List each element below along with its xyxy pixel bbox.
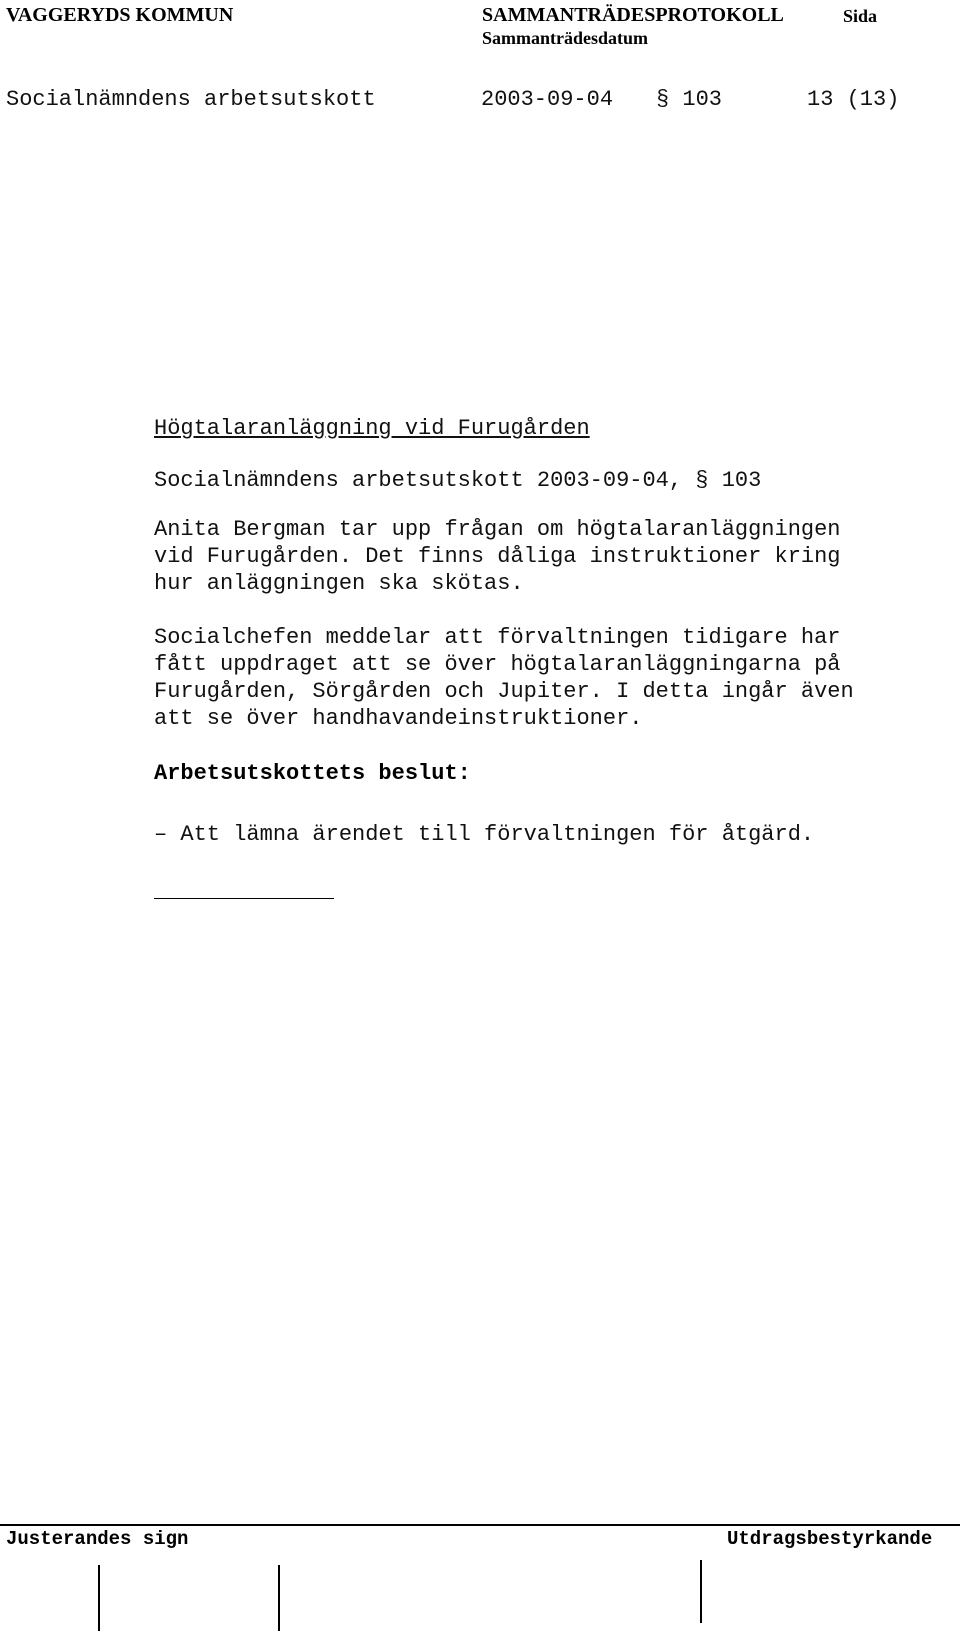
matter-reference: Socialnämndens arbetsutskott 2003-09-04, § 103 xyxy=(154,468,762,493)
decision-item: – Att lämna ärendet till förvaltningen för åtgärd. xyxy=(154,822,815,847)
certification-box-divider xyxy=(700,1560,702,1623)
page-label: Sida xyxy=(843,6,878,26)
signature-box-divider xyxy=(278,1565,280,1631)
decision-heading: Arbetsutskottets beslut: xyxy=(154,761,471,786)
paragraph-2: Socialchefen meddelar att förvaltningen tidigare har fått uppdraget att se över högtalaranläggningarna på Furugården, Sörgården och Jupiter. I detta ingår även att se över handhavandeinstruktioner. xyxy=(154,625,854,731)
committee-name: Socialnämndens arbetsutskott xyxy=(6,87,376,112)
footer-rule xyxy=(0,1524,960,1526)
footnote-separator xyxy=(154,898,334,899)
document-type: SAMMANTRÄDESPROTOKOLL xyxy=(482,4,784,26)
certification-label: Utdragsbestyrkande xyxy=(727,1528,933,1550)
paragraph-1: Anita Bergman tar upp frågan om högtalaranläggningen vid Furugården. Det finns dåliga instruktioner kring hur anläggningen ska skötas. xyxy=(154,517,841,596)
organization-name: VAGGERYDS KOMMUN xyxy=(6,4,234,26)
meeting-date: 2003-09-04 xyxy=(481,87,614,112)
signature-label: Justerandes sign xyxy=(6,1528,189,1550)
matter-title: Högtalaranläggning vid Furugården xyxy=(154,416,590,441)
page-number: 13 (13) xyxy=(807,87,900,112)
date-label: Sammanträdesdatum xyxy=(482,28,649,48)
paragraph-number: § 103 xyxy=(656,87,723,112)
signature-box-divider xyxy=(98,1565,100,1631)
